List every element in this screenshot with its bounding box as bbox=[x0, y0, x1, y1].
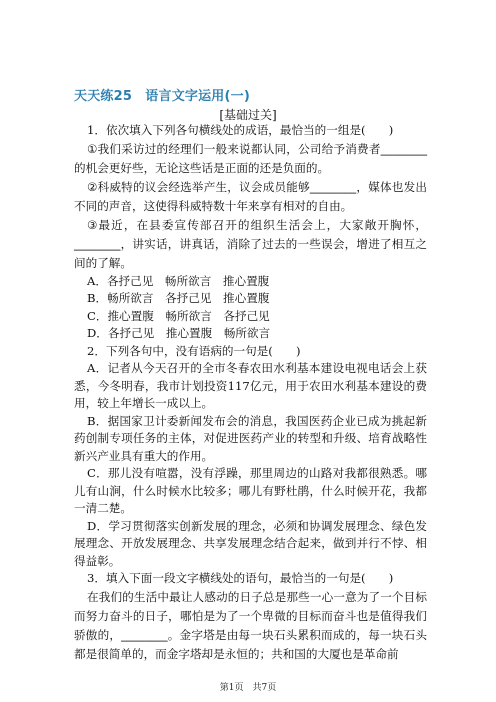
question-1-option-b: B．畅所欲言 各抒己见 推心置腹 bbox=[87, 291, 270, 305]
question-1-option-c: C．推心置腹 畅所欲言 各抒己见 bbox=[87, 308, 270, 323]
question-1-option-a: A．各抒己见 畅所欲言 推心置腹 bbox=[87, 273, 270, 288]
question-2-option-c: C．那儿没有喧嚣，没有浮躁，那里周边的山路对我都很熟悉。哪儿有山涧，什么时候水比较多；哪儿有野杜鹃，什么时候开花，我都一清二楚。 bbox=[74, 466, 427, 515]
question-1-stem: 1．依次填入下列各句横线处的成语，最恰当的一组是( ) bbox=[87, 123, 394, 137]
question-2-option-d: D．学习贯彻落实创新发展的理念，必须和协调发展理念、绿色发展理念、开放发展理念、共享发展理念结合起来，做到并行不悖、相得益彰。 bbox=[74, 518, 427, 568]
page-title: 天天练25 语言文字运用(一) bbox=[74, 89, 250, 104]
document-body bbox=[74, 122, 427, 664]
question-3-stem: 3．填入下面一段文字横线处的语句，最恰当的一句是( ) bbox=[87, 571, 394, 585]
page-footer: 第1页 共7页 bbox=[219, 683, 277, 693]
question-2-option-a: A．记者从今天召开的全市冬春农田水利基本建设电视电话会上获悉，今冬明春，我市计划投资117亿元，用于农田水利基本建设的费用，较上年增长一成以上。 bbox=[74, 361, 427, 410]
question-2-option-b: B．据国家卫计委新闻发布会的消息，我国医药企业已成为挑起新药创制专项任务的主体，对促进医药产业的转型和升级、培育战略性新兴产业具有重大的作用。 bbox=[74, 413, 427, 463]
section-heading: [基础过关] bbox=[219, 108, 277, 122]
question-1-sentence-3: ③最近，在县委宣传部召开的组织生活会上，大家敞开胸怀，________，讲实话，讲真话，消除了过去的一些误会，增进了相互之间的了解。 bbox=[74, 217, 427, 270]
question-1-sentence-1: ①我们采访过的经理们一般来说都认同，公司给予消费者________的机会更好些，无论这些话是正面的还是负面的。 bbox=[74, 141, 427, 175]
question-2-stem: 2．下列各句中，没有语病的一句是( ) bbox=[87, 343, 301, 358]
question-3-text: 在我们的生活中最让人感动的日子总是那些一心一意为了一个目标而努力奋斗的日子，哪怕是为了一个卑微的目标而奋斗也是值得我们骄傲的，________。金字塔是由每一块石头累积而成的，每一块石头都是很简单的，而金字塔却是永恒的；共和国的大厦也是革命前 bbox=[74, 589, 427, 661]
question-1-option-d: D．各抒己见 推心置腹 畅所欲言 bbox=[87, 326, 271, 340]
question-1-sentence-2: ②科威特的议会经选举产生，议会成员能够________，媒体也发出不同的声音，这使得科威特数十年来享有相对的自由。 bbox=[74, 179, 427, 213]
